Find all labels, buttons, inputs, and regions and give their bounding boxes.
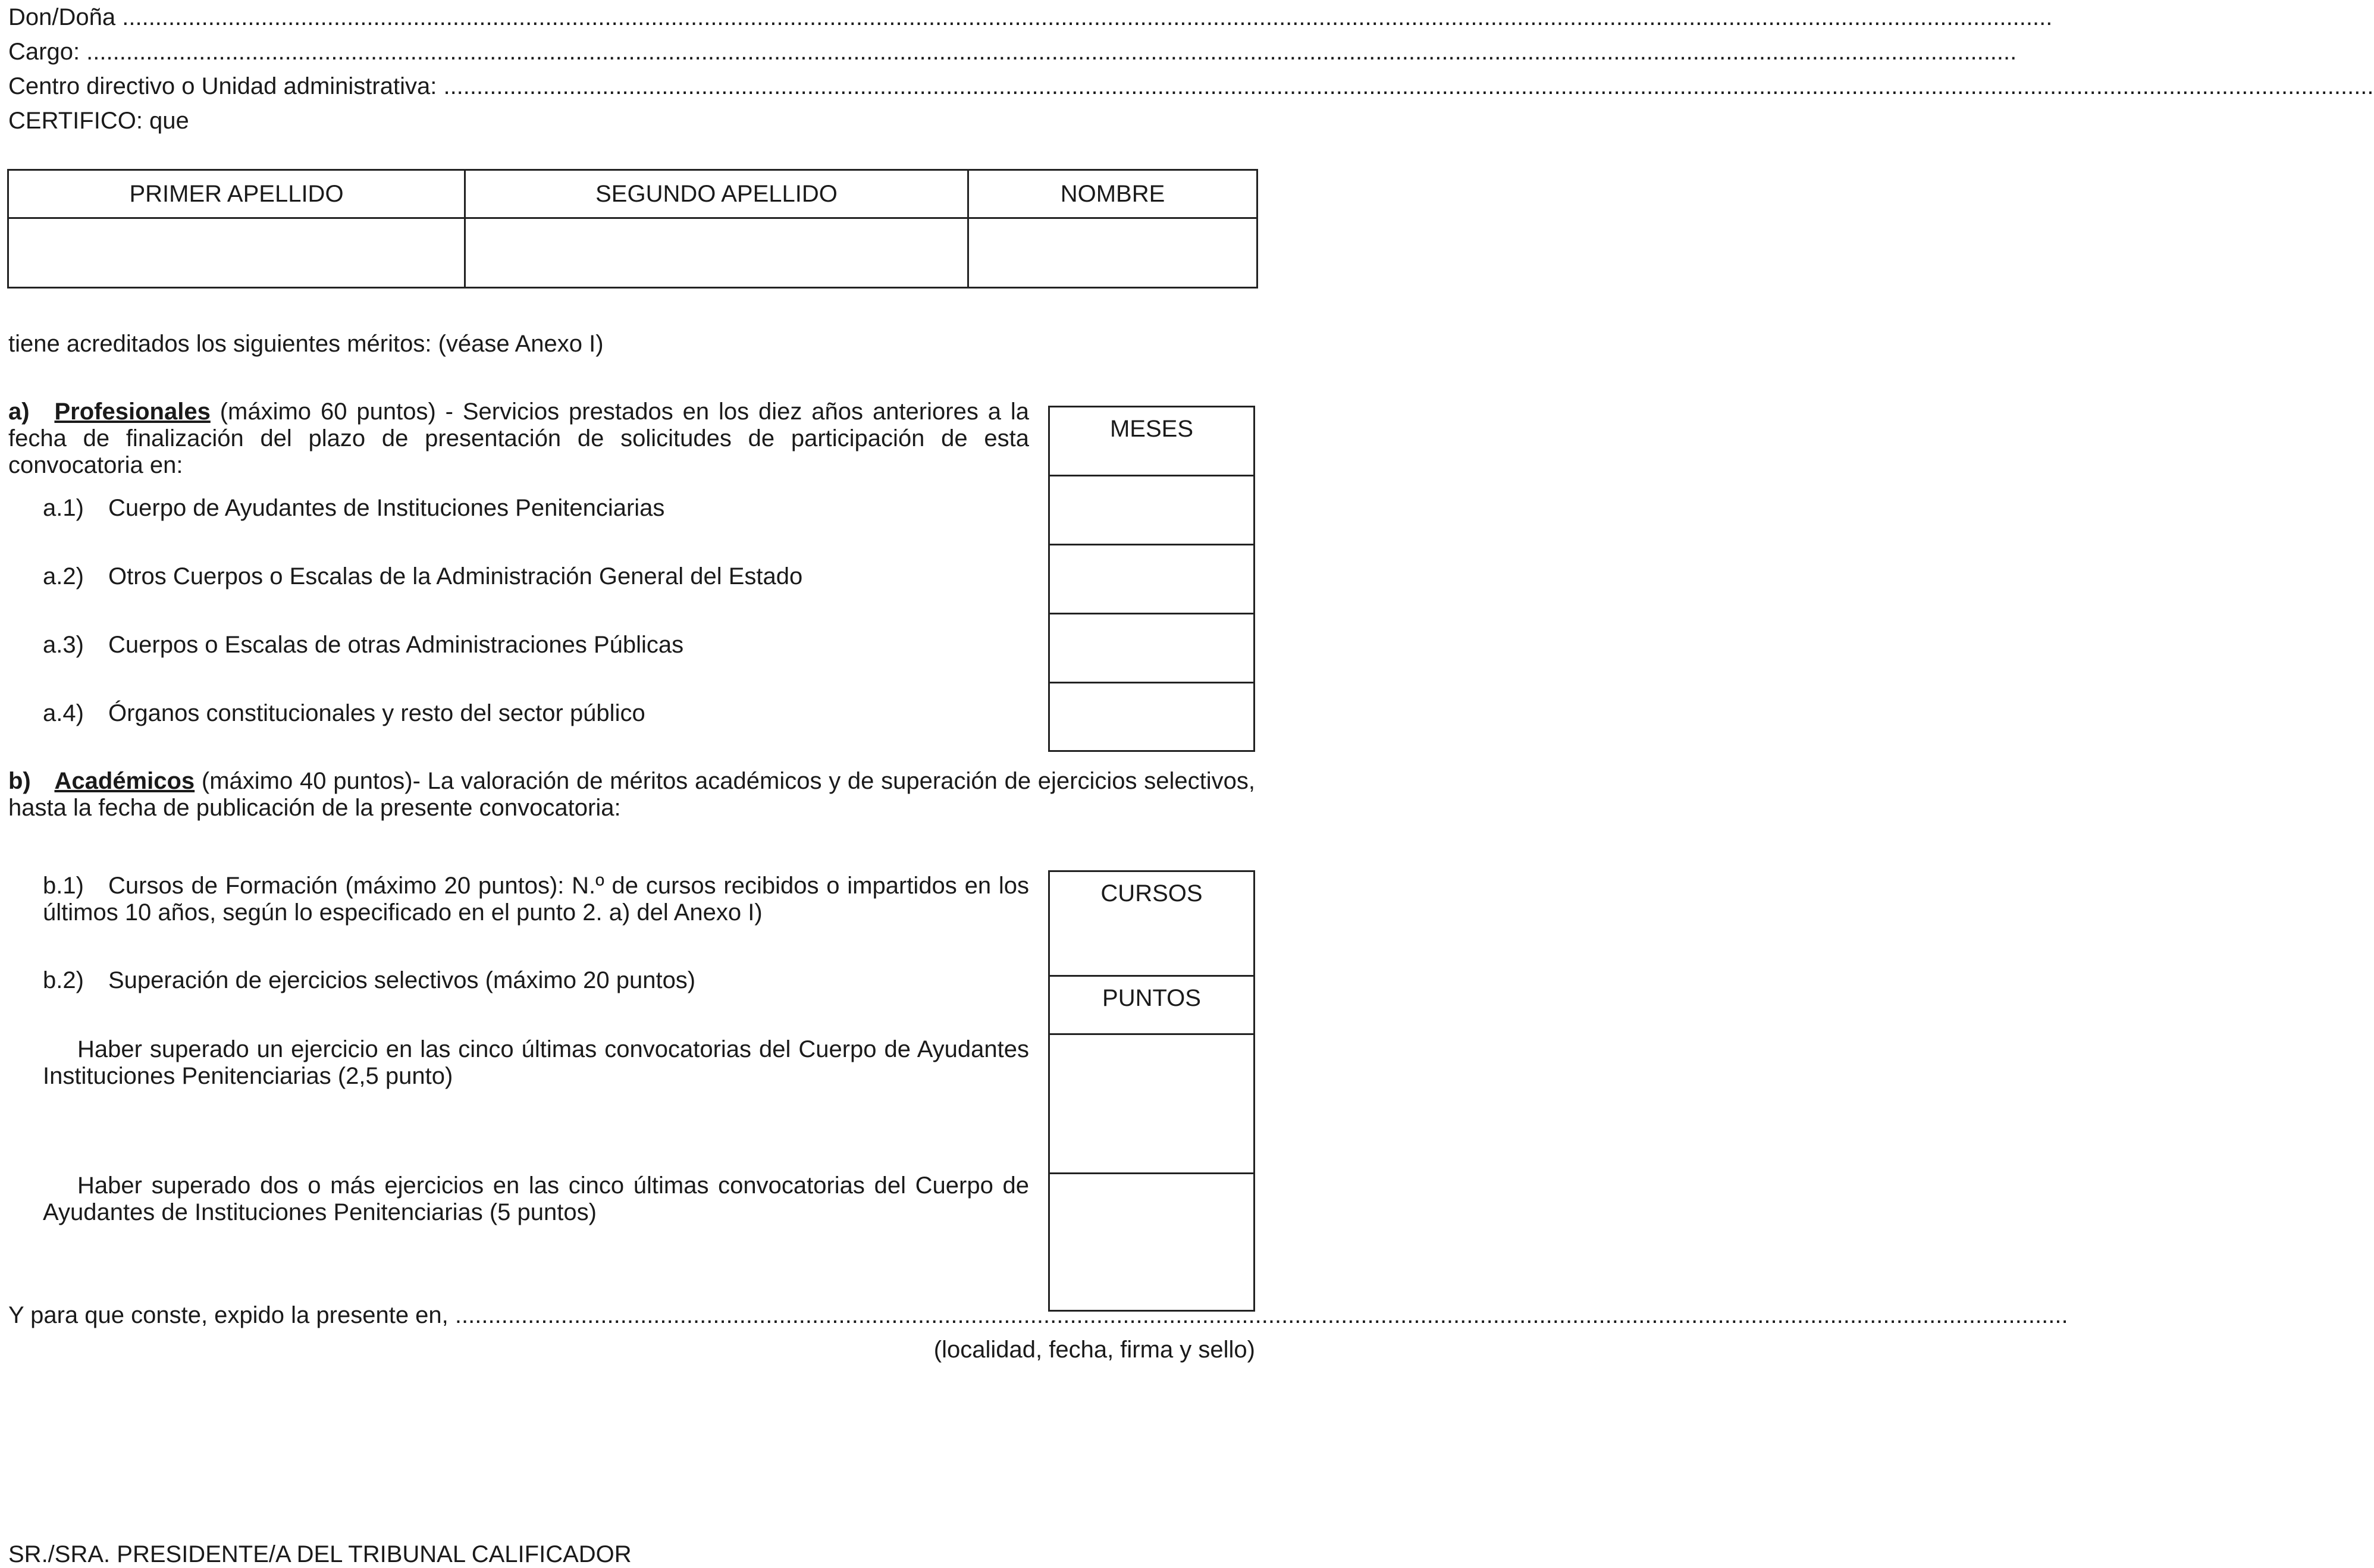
closing-text: Y para que conste, expido la presente en, — [8, 1302, 449, 1328]
b2-num: b.2) — [43, 967, 84, 993]
segundo-apellido-cell[interactable] — [465, 218, 968, 288]
closing-line — [8, 1302, 2068, 1329]
item-a1-num: a.1) — [43, 495, 84, 521]
meses-cell-a2[interactable] — [1050, 545, 1253, 614]
name-table — [7, 169, 1258, 288]
cursos-cell[interactable] — [1050, 872, 1253, 977]
item-a1-label: Cuerpo de Ayudantes de Instituciones Penitenciarias — [108, 495, 665, 521]
item-a1 — [43, 494, 664, 522]
b2-line — [43, 967, 695, 994]
section-a-text: (máximo 60 puntos) - Servicios prestados en los diez años anteriores a la fecha de finalización del plazo de presentación de solicitudes de participación de esta convocatoria en: — [8, 399, 1029, 478]
item-a2-num: a.2) — [43, 563, 84, 589]
primer-apellido-cell[interactable] — [8, 218, 465, 288]
meses-box — [1048, 406, 1255, 752]
academicos-box — [1048, 870, 1255, 1312]
nombre-header: NOMBRE — [968, 170, 1257, 218]
closing-caption: (localidad, fecha, firma y sello) — [933, 1337, 1255, 1363]
centro-label: Centro directivo o Unidad administrativa: — [8, 73, 437, 99]
section-b-text: (máximo 40 puntos)- La valoración de méritos académicos y de superación de ejercicios selectivos, hasta la fecha de publicación de la presente convocatoria: — [8, 768, 1255, 821]
nombre-cell[interactable] — [968, 218, 1257, 288]
cargo-label: Cargo: — [8, 39, 80, 65]
item-a3-label: Cuerpos o Escalas de otras Administraciones Públicas — [108, 632, 684, 658]
closing-field[interactable]: .................................................................................................................................................................................................................................................... — [448, 1302, 2068, 1328]
item-a3-num: a.3) — [43, 632, 84, 658]
cargo-line — [8, 38, 2017, 65]
b1-paragraph — [43, 873, 1029, 926]
primer-apellido-header: PRIMER APELLIDO — [8, 170, 465, 218]
meses-cell-a1[interactable] — [1050, 476, 1253, 545]
item-a4-label: Órganos constitucionales y resto del sector público — [108, 700, 645, 726]
b2-text: Superación de ejercicios selectivos (máximo 20 puntos) — [108, 967, 696, 993]
meses-header: MESES — [1050, 407, 1253, 476]
cargo-field[interactable]: .................................................................................................................................................................................................................................................................................................... — [80, 39, 2017, 65]
section-b-paragraph — [8, 768, 1255, 821]
b1-text: Cursos de Formación (máximo 20 puntos): N.º de cursos recibidos o impartidos en los últimos 10 años, según lo especificado en el punto 2. a) del Anexo I) — [43, 873, 1029, 926]
cursos-header: CURSOS — [1100, 880, 1203, 907]
centro-line — [8, 73, 2374, 100]
section-a-paragraph — [8, 399, 1029, 479]
don-dona-field[interactable]: .................................................................................................................................................................................................................................................................................................... — [115, 4, 2053, 30]
puntos-cell-option1[interactable] — [1050, 1035, 1253, 1174]
don-dona-line — [8, 4, 2053, 31]
b1-num: b.1) — [43, 873, 84, 899]
item-a4 — [43, 700, 645, 727]
puntos-cell-option2[interactable] — [1050, 1174, 1253, 1310]
item-a2 — [43, 563, 802, 590]
item-a2-label: Otros Cuerpos o Escalas de la Administración General del Estado — [108, 563, 803, 589]
certifico-text: CERTIFICO: que — [8, 108, 189, 134]
intro-text: tiene acreditados los siguientes méritos: (véase Anexo I) — [8, 331, 604, 357]
item-a4-num: a.4) — [43, 700, 84, 726]
section-b-heading: Académicos — [54, 768, 195, 794]
meses-cell-a3[interactable] — [1050, 614, 1253, 683]
segundo-apellido-header: SEGUNDO APELLIDO — [465, 170, 968, 218]
section-a-tag: a) — [8, 399, 30, 425]
meses-cell-a4[interactable] — [1050, 683, 1253, 750]
centro-field[interactable]: .................................................................................................................................................................................................................................................................................................... — [437, 73, 2374, 99]
item-a3 — [43, 631, 683, 658]
puntos-header: PUNTOS — [1050, 977, 1253, 1035]
don-dona-label: Don/Doña — [8, 4, 116, 30]
b2-option1: Haber superado un ejercicio en las cinco últimas convocatorias del Cuerpo de Ayudantes Instituciones Penitenciarias (2,5 punto) — [43, 1036, 1029, 1089]
addressee: SR./SRA. PRESIDENTE/A DEL TRIBUNAL CALIFICADOR — [8, 1541, 632, 1567]
section-a-heading: Profesionales — [54, 399, 211, 425]
section-b-tag: b) — [8, 768, 31, 794]
b2-option2: Haber superado dos o más ejercicios en las cinco últimas convocatorias del Cuerpo de Ayudantes de Instituciones Penitenciarias (5 puntos) — [43, 1172, 1029, 1225]
